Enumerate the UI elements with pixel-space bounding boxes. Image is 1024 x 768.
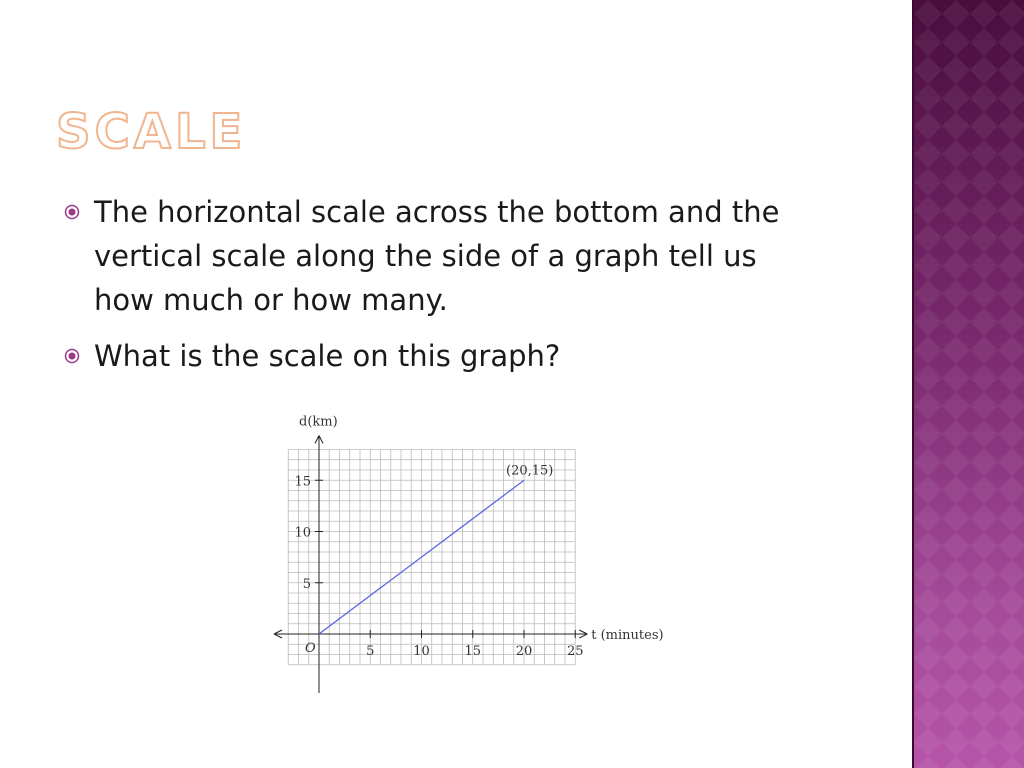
bullet-circle-icon — [64, 204, 80, 220]
x-tick-label: 10 — [413, 644, 430, 659]
x-tick-label: 20 — [515, 644, 533, 659]
point-annotation: (20,15) — [506, 463, 554, 479]
slide-title: SCALE — [56, 104, 247, 160]
y-tick-label: 5 — [302, 576, 311, 592]
y-tick-label: 15 — [294, 474, 311, 490]
bullet-list — [60, 190, 820, 390]
x-tick-label: 25 — [566, 644, 584, 659]
bullet-item — [60, 190, 820, 322]
x-tick-label: 5 — [366, 644, 375, 659]
y-axis-label: d(km) — [299, 414, 338, 430]
bullet-circle-icon — [64, 348, 80, 364]
origin-label: O — [305, 641, 316, 656]
x-axis-label: t (minutes) — [591, 628, 664, 643]
bullet-text: The horizontal scale across the bottom and the vertical scale along the side of a graph tell us how much or how many. — [94, 195, 780, 317]
bullet-text: What is the scale on this graph? — [94, 339, 561, 373]
y-tick-label: 10 — [294, 525, 311, 541]
side-decoration-band — [912, 0, 1024, 768]
diamond-pattern — [914, 0, 1024, 768]
bullet-item — [60, 334, 820, 378]
distance-time-graph — [270, 378, 690, 693]
x-tick-label: 15 — [464, 644, 482, 659]
